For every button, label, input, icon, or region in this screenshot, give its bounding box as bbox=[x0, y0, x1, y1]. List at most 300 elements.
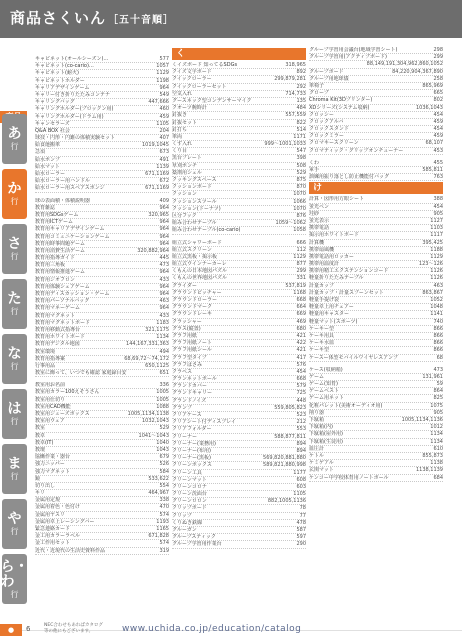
index-entry[interactable] bbox=[309, 90, 443, 97]
entry-name: 軽量手提げ袋 bbox=[309, 297, 340, 303]
index-entry[interactable] bbox=[172, 254, 306, 261]
index-entry[interactable] bbox=[309, 174, 443, 181]
index-entry[interactable] bbox=[309, 196, 443, 203]
entry-name: グランネットボール bbox=[172, 376, 217, 383]
index-entry[interactable] bbox=[172, 477, 306, 484]
entry-name: 緊急連絡カード bbox=[35, 526, 71, 532]
index-entry[interactable] bbox=[35, 440, 169, 447]
index-entry[interactable] bbox=[35, 349, 169, 356]
index-entry[interactable] bbox=[35, 469, 169, 476]
entry-name: クオーツ腕時計 bbox=[172, 105, 207, 112]
entry-pages: 964 bbox=[159, 291, 169, 297]
index-entry[interactable] bbox=[35, 63, 169, 70]
entry-pages: 1040 bbox=[156, 439, 169, 446]
index-entry[interactable] bbox=[35, 320, 169, 327]
index-entry[interactable] bbox=[35, 548, 169, 555]
entry-pages: 964 bbox=[159, 240, 169, 247]
entry-name: グループスティック bbox=[172, 534, 216, 541]
catalog-url-link[interactable]: www.uchida.co.jp/education/catalog bbox=[122, 624, 302, 634]
entry-name: キャビネット(耐火) bbox=[35, 70, 79, 77]
index-entry[interactable] bbox=[172, 369, 306, 376]
kana-tab-3[interactable] bbox=[2, 279, 27, 329]
index-entry[interactable] bbox=[35, 142, 169, 149]
entry-pages: 320,882,964 bbox=[137, 247, 169, 254]
index-entry[interactable] bbox=[309, 261, 443, 268]
index-entry[interactable] bbox=[172, 527, 306, 534]
index-entry[interactable] bbox=[309, 61, 443, 68]
index-entry[interactable] bbox=[35, 157, 169, 164]
index-entry[interactable] bbox=[172, 383, 306, 390]
entry-name: 金属用ヤスリ bbox=[35, 511, 65, 518]
entry-pages: 112 bbox=[296, 246, 306, 253]
kana-tab-8[interactable] bbox=[2, 554, 27, 604]
entry-pages: 78 bbox=[299, 505, 306, 512]
index-entry[interactable] bbox=[172, 268, 306, 275]
index-entry[interactable] bbox=[35, 382, 169, 389]
index-entry[interactable] bbox=[35, 483, 169, 490]
entry-name: クラッシャー bbox=[172, 318, 202, 325]
entry-name: 教室用CAD機能 bbox=[35, 403, 71, 410]
index-entry[interactable] bbox=[309, 395, 443, 402]
entry-name: クリーナー bbox=[172, 433, 198, 440]
footer-note: NEC合わせもあればカタログ等の他にもございます。 bbox=[44, 623, 103, 634]
entry-pages: 1171 bbox=[293, 133, 306, 140]
entry-name: 教育用SDGsゲーム bbox=[35, 211, 79, 218]
index-entry[interactable] bbox=[35, 512, 169, 519]
index-entry[interactable] bbox=[309, 446, 443, 453]
index-entry[interactable] bbox=[35, 341, 169, 348]
index-entry[interactable] bbox=[172, 191, 306, 198]
index-entry[interactable] bbox=[172, 127, 306, 134]
index-entry[interactable] bbox=[35, 171, 169, 178]
index-entry[interactable] bbox=[35, 389, 169, 396]
index-entry[interactable] bbox=[172, 62, 306, 69]
index-entry[interactable] bbox=[35, 313, 169, 320]
entry-name: Q&A BOX 社会 bbox=[35, 127, 70, 134]
index-entry[interactable] bbox=[172, 541, 306, 548]
index-entry[interactable] bbox=[172, 390, 306, 397]
entry-pages: 1032,1043 bbox=[141, 418, 169, 425]
index-entry[interactable] bbox=[309, 126, 443, 133]
index-entry[interactable] bbox=[172, 84, 306, 91]
kana-tab-0[interactable] bbox=[2, 114, 27, 164]
index-entry[interactable] bbox=[35, 78, 169, 85]
entry-name: 蛍光ペン bbox=[309, 203, 330, 210]
index-entry[interactable] bbox=[309, 218, 443, 225]
index-entry[interactable] bbox=[35, 198, 169, 205]
index-entry[interactable] bbox=[35, 277, 169, 284]
page-footer bbox=[0, 618, 462, 644]
kana-tab-char: ら・わ bbox=[0, 558, 29, 590]
index-entry[interactable] bbox=[309, 148, 443, 155]
index-entry[interactable] bbox=[35, 497, 169, 504]
entry-pages: 554 bbox=[159, 482, 169, 489]
entry-name: くもんの日本地図パズル bbox=[172, 268, 228, 275]
index-entry[interactable] bbox=[35, 128, 169, 135]
index-entry[interactable] bbox=[35, 255, 169, 262]
index-column-1 bbox=[35, 56, 169, 555]
entry-pages: 454 bbox=[296, 368, 306, 375]
index-entry[interactable] bbox=[172, 326, 306, 333]
index-entry[interactable] bbox=[35, 85, 169, 92]
entry-name: キリ bbox=[35, 490, 46, 497]
entry-name: グラフ型タイプ bbox=[172, 354, 207, 361]
index-entry[interactable] bbox=[35, 70, 169, 77]
kana-tab-1[interactable] bbox=[2, 169, 27, 219]
entry-name: クリーンボックス bbox=[172, 462, 212, 469]
index-entry[interactable] bbox=[35, 327, 169, 334]
index-entry[interactable] bbox=[309, 347, 443, 354]
entry-pages: 553 bbox=[296, 426, 306, 433]
index-entry[interactable] bbox=[172, 304, 306, 311]
index-entry[interactable] bbox=[309, 283, 443, 290]
entry-pages: 679 bbox=[159, 454, 169, 461]
entry-pages: 464,967 bbox=[148, 490, 169, 497]
index-entry[interactable] bbox=[309, 319, 443, 326]
entry-pages: 459 bbox=[433, 118, 443, 125]
entry-pages: 445 bbox=[159, 255, 169, 262]
index-entry[interactable] bbox=[172, 498, 306, 505]
index-entry[interactable] bbox=[172, 434, 306, 441]
index-entry[interactable] bbox=[172, 105, 306, 112]
entry-name: 教育用ディスカッション・ゲーム bbox=[35, 291, 110, 297]
kana-tab-5[interactable] bbox=[2, 389, 27, 439]
index-entry[interactable] bbox=[35, 178, 169, 185]
index-entry[interactable] bbox=[172, 199, 306, 206]
index-entry[interactable] bbox=[309, 340, 443, 347]
index-entry[interactable] bbox=[35, 363, 169, 370]
entry-name: グラフ用紙 bbox=[172, 332, 198, 339]
entry-pages: 123〜126 bbox=[418, 261, 443, 268]
index-entry[interactable] bbox=[172, 362, 306, 369]
index-entry[interactable] bbox=[35, 114, 169, 121]
index-entry[interactable] bbox=[172, 112, 306, 119]
index-entry[interactable] bbox=[309, 167, 443, 174]
entry-name: 教育用体験シェアゲーム bbox=[35, 283, 90, 290]
index-entry[interactable] bbox=[35, 404, 169, 411]
entry-name: 金属用定規 bbox=[35, 497, 61, 504]
kana-tab-7[interactable] bbox=[2, 499, 27, 549]
index-entry[interactable] bbox=[172, 398, 306, 405]
index-entry[interactable] bbox=[172, 297, 306, 304]
index-entry[interactable] bbox=[35, 298, 169, 305]
index-entry[interactable] bbox=[35, 504, 169, 511]
kana-tab-char: さ bbox=[7, 236, 22, 252]
entry-name: 教育用マグネットボード bbox=[35, 319, 90, 326]
index-entry[interactable] bbox=[35, 447, 169, 454]
entry-name: クッションボード bbox=[172, 184, 212, 191]
index-entry[interactable] bbox=[35, 461, 169, 468]
index-entry[interactable] bbox=[309, 76, 443, 83]
index-entry[interactable] bbox=[35, 149, 169, 156]
index-entry[interactable] bbox=[309, 119, 443, 126]
index-entry[interactable] bbox=[35, 305, 169, 312]
entry-pages: 650,1125 bbox=[145, 362, 169, 369]
index-entry[interactable] bbox=[172, 184, 306, 191]
index-entry[interactable] bbox=[172, 240, 306, 247]
index-entry[interactable] bbox=[172, 340, 306, 347]
index-entry[interactable] bbox=[35, 433, 169, 440]
entry-name: ケース(収納箱) bbox=[309, 366, 343, 373]
index-entry[interactable] bbox=[172, 91, 306, 98]
entry-pages: 463 bbox=[159, 298, 169, 305]
index-entry[interactable] bbox=[172, 441, 306, 448]
index-entry[interactable] bbox=[35, 370, 169, 377]
entry-name: グースネック型コンデンサーマイク bbox=[172, 97, 252, 104]
index-entry[interactable] bbox=[172, 275, 306, 282]
index-entry[interactable] bbox=[309, 304, 443, 311]
entry-pages: 388 bbox=[433, 196, 443, 203]
entry-pages: 478 bbox=[296, 519, 306, 526]
index-entry[interactable] bbox=[172, 213, 306, 220]
index-entry[interactable] bbox=[35, 356, 169, 363]
index-entry[interactable] bbox=[309, 439, 443, 446]
index-entry[interactable] bbox=[35, 205, 169, 212]
index-entry[interactable] bbox=[35, 418, 169, 425]
index-entry[interactable] bbox=[172, 491, 306, 498]
index-entry[interactable] bbox=[309, 140, 443, 147]
index-entry[interactable] bbox=[35, 490, 169, 497]
entry-name: 金属用卓上レーシングバー bbox=[35, 518, 95, 525]
kana-tab-2[interactable] bbox=[2, 224, 27, 274]
entry-name: くりぬき鉄線 bbox=[172, 519, 203, 526]
entry-pages: 459 bbox=[159, 113, 169, 120]
index-entry[interactable] bbox=[35, 219, 169, 226]
index-entry[interactable] bbox=[172, 69, 306, 76]
entry-name: 球技・円形・円錐の体積実験セット bbox=[35, 135, 116, 142]
index-entry[interactable] bbox=[309, 460, 443, 467]
index-entry[interactable] bbox=[35, 476, 169, 483]
entry-name: クッション bbox=[172, 191, 197, 198]
index-entry[interactable] bbox=[172, 412, 306, 419]
index-entry[interactable] bbox=[172, 206, 306, 213]
index-entry[interactable] bbox=[35, 334, 169, 341]
index-entry[interactable] bbox=[35, 519, 169, 526]
index-entry[interactable] bbox=[172, 220, 306, 227]
index-entry[interactable] bbox=[309, 240, 443, 247]
index-entry[interactable] bbox=[35, 99, 169, 106]
index-entry[interactable] bbox=[309, 290, 443, 297]
index-entry[interactable] bbox=[309, 254, 443, 261]
entry-name: 珪砂 bbox=[309, 210, 320, 217]
kana-section-band: け bbox=[309, 182, 443, 194]
index-entry[interactable] bbox=[35, 454, 169, 461]
index-entry[interactable] bbox=[309, 247, 443, 254]
entry-pages: 77 bbox=[299, 512, 306, 519]
index-entry[interactable] bbox=[172, 155, 306, 162]
index-entry[interactable] bbox=[309, 112, 443, 119]
index-entry[interactable] bbox=[309, 410, 443, 417]
entry-name: 組み合わせテーブル bbox=[172, 220, 217, 227]
entry-pages: 292 bbox=[296, 83, 306, 90]
index-entry[interactable] bbox=[35, 106, 169, 113]
entry-pages: 964 bbox=[159, 84, 169, 91]
index-entry[interactable] bbox=[309, 97, 443, 104]
index-entry[interactable] bbox=[35, 269, 169, 276]
index-entry[interactable] bbox=[172, 283, 306, 290]
index-entry[interactable] bbox=[35, 56, 169, 63]
index-entry[interactable] bbox=[172, 470, 306, 477]
index-entry[interactable] bbox=[309, 275, 443, 282]
index-entry[interactable] bbox=[309, 367, 443, 374]
index-entry[interactable] bbox=[172, 484, 306, 491]
index-entry[interactable] bbox=[172, 405, 306, 412]
index-entry[interactable] bbox=[172, 455, 306, 462]
index-entry[interactable] bbox=[309, 54, 443, 61]
index-entry[interactable] bbox=[35, 212, 169, 219]
index-entry[interactable] bbox=[35, 164, 169, 171]
index-entry[interactable] bbox=[172, 98, 306, 105]
index-entry[interactable] bbox=[35, 526, 169, 533]
index-entry[interactable] bbox=[172, 247, 306, 254]
index-entry[interactable] bbox=[309, 133, 443, 140]
index-entry[interactable] bbox=[35, 262, 169, 269]
index-entry[interactable] bbox=[172, 290, 306, 297]
index-entry[interactable] bbox=[309, 160, 443, 167]
entry-name: クリーンコロナ bbox=[172, 483, 207, 490]
entry-pages: 299 bbox=[296, 268, 306, 275]
index-entry[interactable] bbox=[172, 448, 306, 455]
index-entry[interactable] bbox=[172, 534, 306, 541]
index-entry[interactable] bbox=[35, 397, 169, 404]
entry-pages: 574 bbox=[159, 540, 169, 547]
index-entry[interactable] bbox=[309, 311, 443, 318]
entry-name: グローブ bbox=[309, 90, 329, 97]
entry-pages: 460 bbox=[159, 106, 169, 113]
index-entry[interactable] bbox=[172, 333, 306, 340]
entry-pages: 574 bbox=[159, 511, 169, 518]
index-entry[interactable] bbox=[35, 411, 169, 418]
entry-name: くわ bbox=[309, 159, 320, 166]
index-entry[interactable] bbox=[309, 388, 443, 395]
entry-name: キャリングバッグ bbox=[35, 99, 75, 106]
index-entry[interactable] bbox=[172, 520, 306, 527]
index-entry[interactable] bbox=[172, 141, 306, 148]
index-entry[interactable] bbox=[172, 462, 306, 469]
index-entry[interactable] bbox=[35, 226, 169, 233]
index-entry[interactable] bbox=[309, 204, 443, 211]
kana-tab-row: 行 bbox=[10, 417, 19, 426]
index-entry[interactable] bbox=[309, 333, 443, 340]
entry-pages: 576 bbox=[296, 361, 306, 368]
index-entry[interactable] bbox=[309, 417, 443, 424]
entry-name: 組立式スクリーン bbox=[172, 246, 212, 253]
entry-pages: 863,867 bbox=[422, 289, 443, 296]
index-entry[interactable] bbox=[35, 540, 169, 547]
kana-tab-4[interactable] bbox=[2, 334, 27, 384]
entry-pages: 1138,1139 bbox=[415, 467, 443, 474]
index-entry[interactable] bbox=[309, 83, 443, 90]
entry-name: グループ用地球儀 bbox=[309, 75, 349, 82]
index-entry[interactable] bbox=[172, 347, 306, 354]
kana-tab-row: 行 bbox=[10, 307, 19, 316]
index-entry[interactable] bbox=[35, 121, 169, 128]
index-entry[interactable] bbox=[309, 355, 443, 362]
index-entry[interactable] bbox=[309, 297, 443, 304]
index-entry[interactable] bbox=[309, 225, 443, 232]
index-entry[interactable] bbox=[172, 319, 306, 326]
index-entry[interactable] bbox=[172, 227, 306, 234]
kana-tab-row: 行 bbox=[10, 589, 19, 599]
index-entry[interactable] bbox=[309, 467, 443, 474]
entry-pages: 664 bbox=[296, 304, 306, 311]
index-entry[interactable] bbox=[309, 431, 443, 438]
index-entry[interactable] bbox=[35, 234, 169, 241]
index-entry[interactable] bbox=[172, 261, 306, 268]
index-entry[interactable] bbox=[172, 355, 306, 362]
entry-pages: 547 bbox=[296, 148, 306, 155]
index-entry[interactable] bbox=[35, 185, 169, 192]
entry-name: 金工作用セット bbox=[35, 540, 71, 547]
index-entry[interactable] bbox=[35, 92, 169, 99]
index-entry[interactable] bbox=[172, 505, 306, 512]
index-entry[interactable] bbox=[35, 425, 169, 432]
index-entry[interactable] bbox=[172, 177, 306, 184]
entry-pages: 894 bbox=[296, 447, 306, 454]
entry-pages: 666 bbox=[296, 239, 306, 246]
entry-name: 近代・近現代の生活史資料作品 bbox=[35, 547, 106, 554]
entry-name: グラウンドローラー bbox=[172, 297, 218, 303]
kana-tab-char: た bbox=[7, 291, 22, 307]
index-entry[interactable] bbox=[172, 148, 306, 155]
index-entry[interactable] bbox=[309, 47, 443, 54]
entry-name: グラフ用紙ノート bbox=[172, 340, 212, 347]
index-entry[interactable] bbox=[172, 170, 306, 177]
index-entry[interactable] bbox=[172, 311, 306, 318]
entry-pages: 569,820,881,880 bbox=[263, 455, 306, 462]
entry-name: クッションスツール bbox=[172, 198, 217, 205]
entry-pages: 459 bbox=[433, 133, 443, 140]
index-entry[interactable] bbox=[309, 268, 443, 275]
index-entry[interactable] bbox=[309, 374, 443, 381]
index-entry[interactable] bbox=[309, 475, 443, 482]
index-entry[interactable] bbox=[172, 426, 306, 433]
kana-tab-row: 行 bbox=[10, 252, 19, 261]
index-entry[interactable] bbox=[309, 211, 443, 218]
index-entry[interactable] bbox=[172, 419, 306, 426]
index-entry[interactable] bbox=[309, 424, 443, 431]
index-entry[interactable] bbox=[172, 120, 306, 127]
index-entry[interactable] bbox=[309, 69, 443, 76]
index-entry[interactable] bbox=[309, 105, 443, 112]
index-entry[interactable] bbox=[172, 76, 306, 83]
index-entry[interactable] bbox=[35, 291, 169, 298]
entry-pages: 463 bbox=[433, 282, 443, 289]
index-entry[interactable] bbox=[309, 232, 443, 239]
index-entry[interactable] bbox=[172, 163, 306, 170]
index-entry[interactable] bbox=[172, 376, 306, 383]
index-entry[interactable] bbox=[309, 326, 443, 333]
entry-pages: 533,622 bbox=[148, 475, 169, 482]
entry-name: 教室用ウェア bbox=[35, 418, 65, 425]
kana-tab-6[interactable] bbox=[2, 444, 27, 494]
kana-tabs bbox=[2, 114, 27, 609]
index-entry[interactable] bbox=[309, 381, 443, 388]
index-entry[interactable] bbox=[309, 453, 443, 460]
index-entry[interactable] bbox=[172, 513, 306, 520]
entry-name: クロックスタンド bbox=[309, 126, 349, 133]
index-entry[interactable] bbox=[35, 284, 169, 291]
entry-name: 教育用指導ガイド bbox=[35, 255, 75, 262]
entry-pages: 825 bbox=[433, 395, 443, 402]
entry-pages: 59 bbox=[436, 381, 443, 388]
index-entry[interactable] bbox=[35, 248, 169, 255]
index-entry[interactable] bbox=[35, 135, 169, 142]
index-entry[interactable] bbox=[35, 241, 169, 248]
index-entry[interactable] bbox=[309, 403, 443, 410]
index-entry[interactable] bbox=[172, 134, 306, 141]
index-entry[interactable] bbox=[35, 533, 169, 540]
